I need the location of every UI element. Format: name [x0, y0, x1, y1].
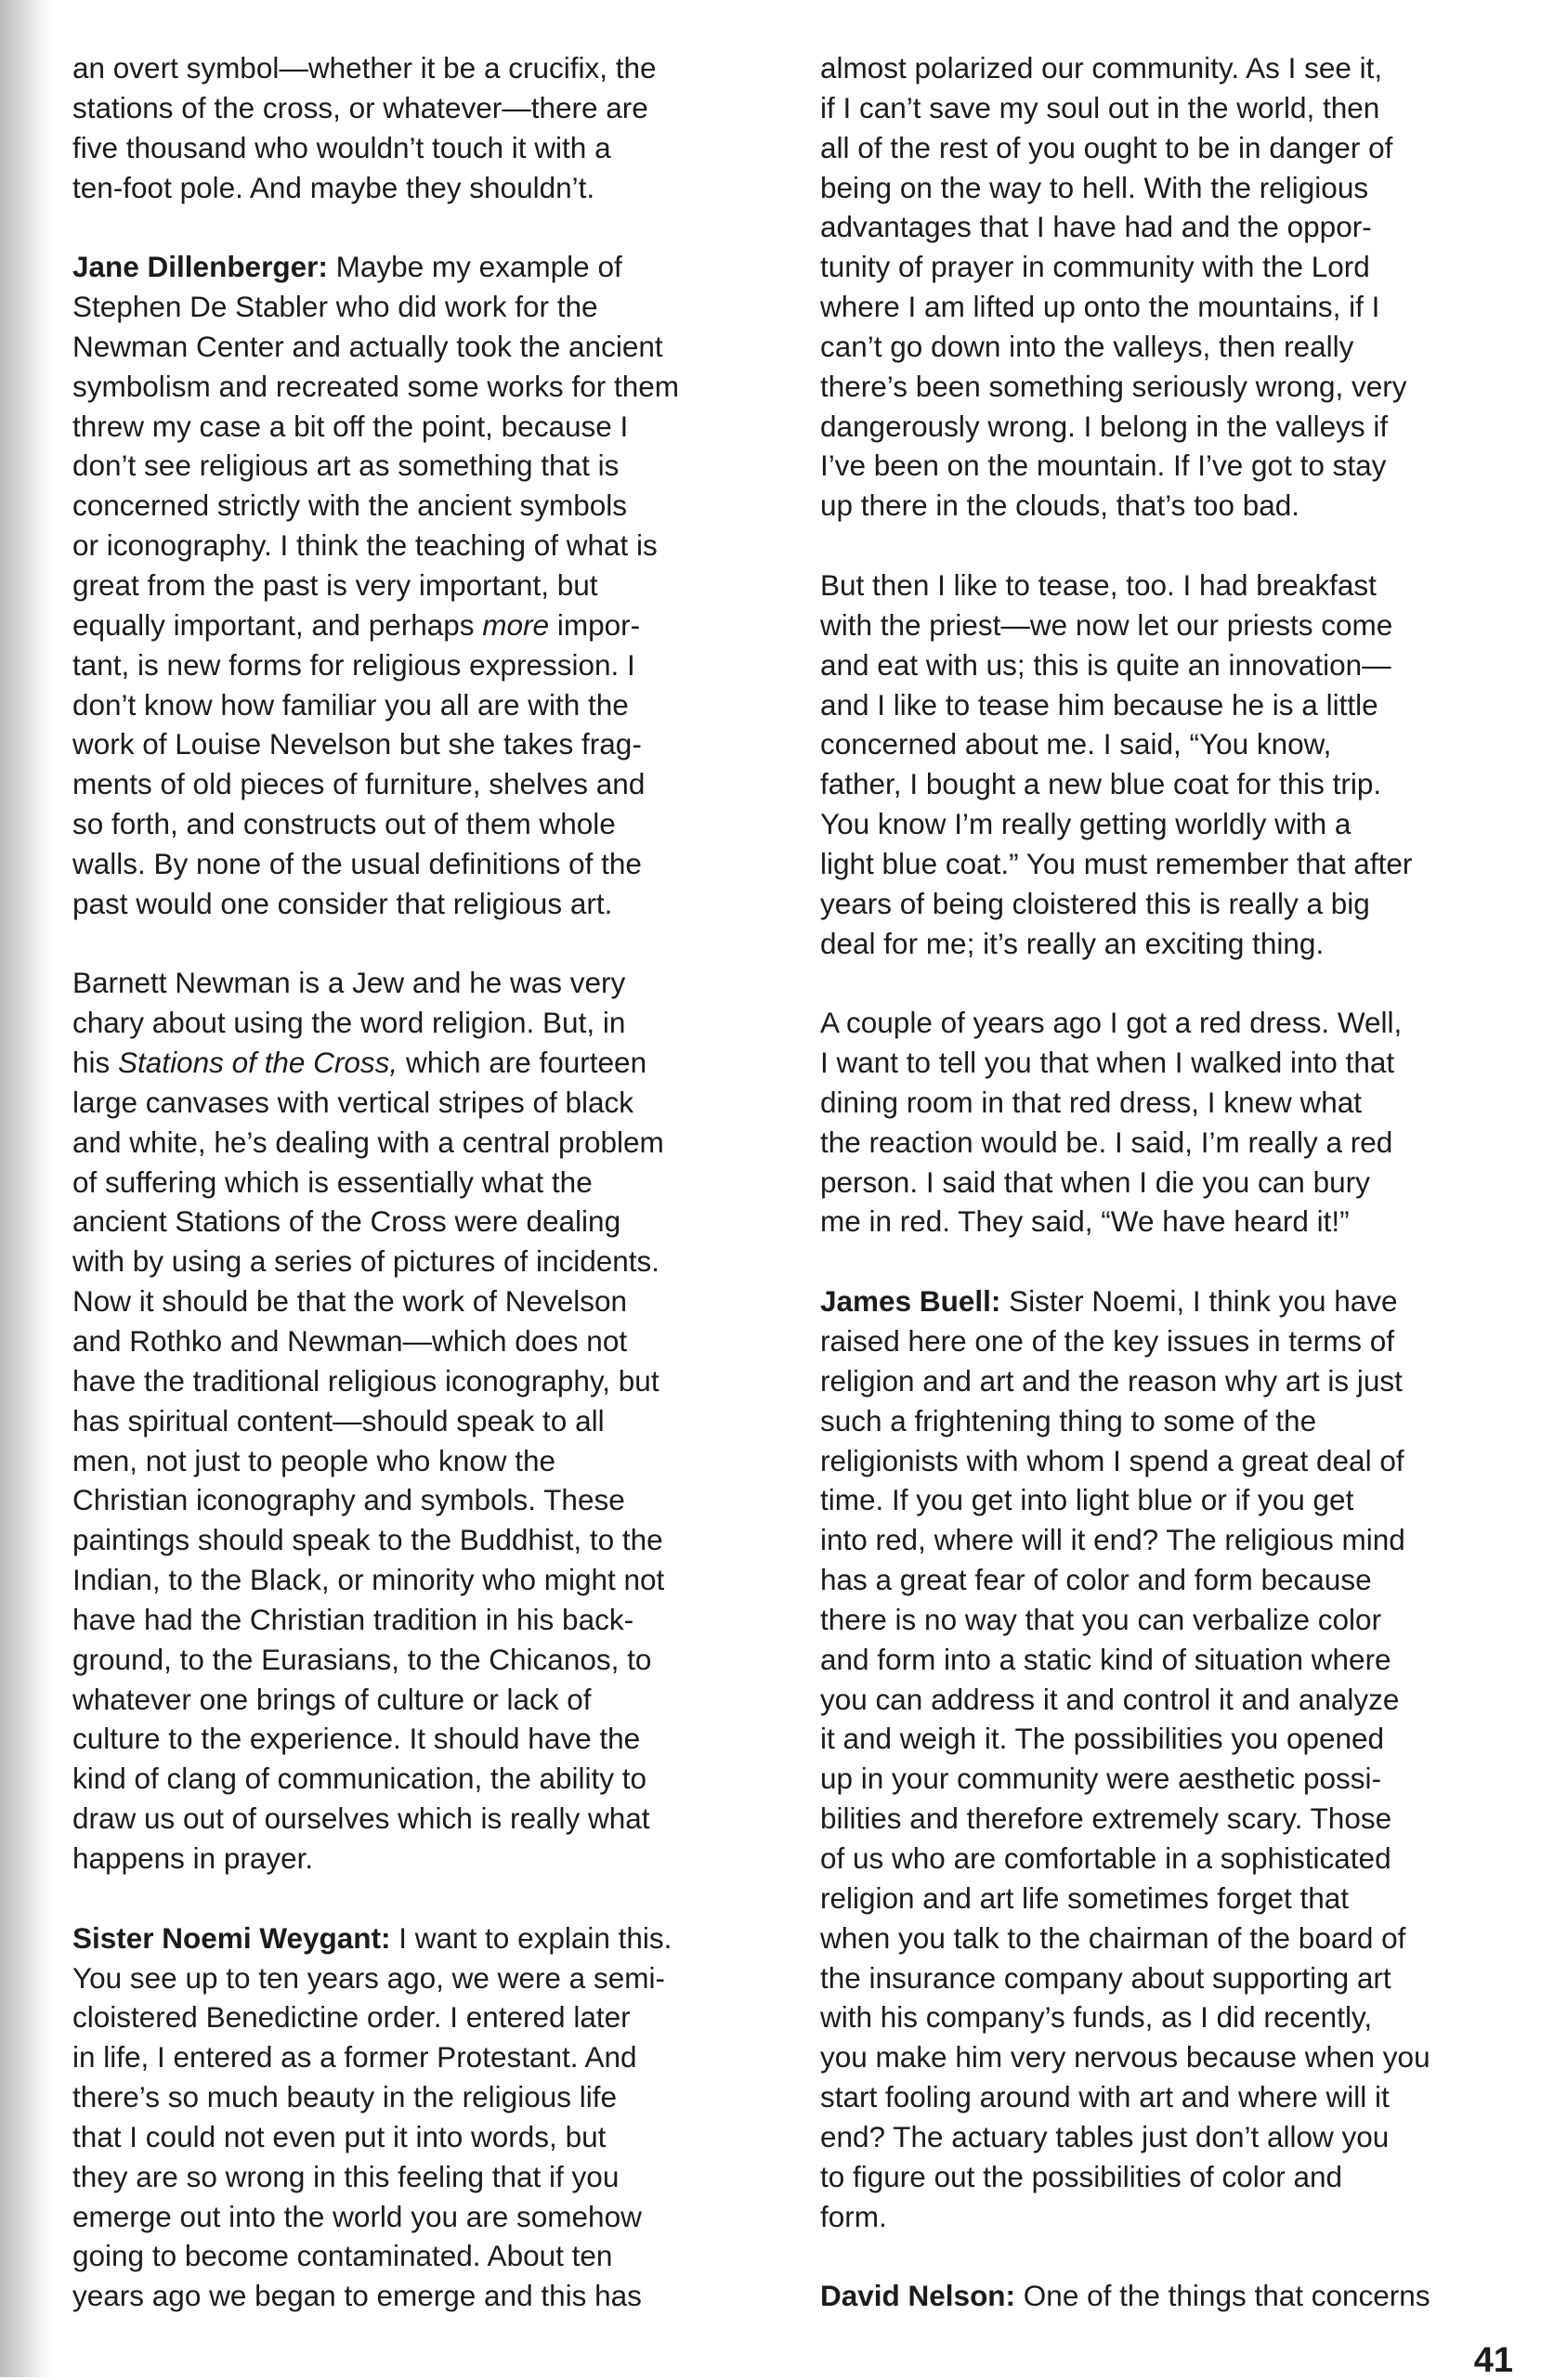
text-line: concerned strictly with the ancient symbols — [72, 488, 628, 523]
text-fragment: which are fourteen — [398, 1046, 647, 1080]
text-line: of us who are comfortable in a sophisticated — [820, 1840, 1391, 1875]
text-line: and white, he’s dealing with a central problem — [72, 1125, 664, 1159]
page-number: 41 — [1473, 2341, 1513, 2380]
text-line: emerge out into the world you are somehow — [72, 2199, 642, 2233]
text-line: can’t go down into the valleys, then really — [820, 329, 1354, 363]
text-line: But then I like to tease, too. I had breakfast — [820, 567, 1377, 602]
text-line: concerned about me. I said, “You know, — [820, 727, 1332, 761]
text-line: ground, to the Eurasians, to the Chicanos, to — [72, 1642, 652, 1676]
right-paragraph-4 — [820, 1281, 1531, 2236]
text-line: or iconography. I think the teaching of what is — [72, 528, 658, 563]
text-line: if I can’t save my soul out in the world, then — [820, 90, 1380, 124]
text-line: that I could not even put it into words, but — [72, 2119, 607, 2153]
text-line: has spiritual content—should speak to all — [72, 1403, 605, 1437]
text-line: don’t know how familiar you all are with the — [72, 687, 629, 722]
text-line: stations of the cross, or whatever—there are — [72, 90, 648, 124]
text-line: going to become contaminated. About ten — [72, 2239, 613, 2273]
speaker-name-james-buell: James Buell: — [820, 1284, 1001, 1319]
text-line: the reaction would be. I said, I’m really a red — [820, 1125, 1393, 1159]
text-line: when you talk to the chairman of the board of — [820, 1920, 1406, 1955]
text-line: into red, where will it end? The religious mind — [820, 1523, 1405, 1557]
text-line: bilities and therefore extremely scary. Those — [820, 1801, 1392, 1836]
text-line: father, I bought a new blue coat for this trip. — [820, 767, 1382, 801]
left-paragraph-1 — [72, 48, 806, 207]
text-line: You see up to ten years ago, we were a semi- — [72, 1960, 665, 1995]
text-line — [72, 247, 806, 287]
text-fragment: equally important, and perhaps — [72, 607, 475, 642]
speaker-name-david-nelson: David Nelson: — [820, 2279, 1016, 2313]
text-line: deal for me; it’s really an exciting thing. — [820, 926, 1325, 960]
text-line: have the traditional religious iconography, but — [72, 1363, 659, 1398]
text-line: threw my case a bit off the point, because I — [72, 409, 629, 443]
text-line: and form into a static kind of situation where — [820, 1642, 1391, 1676]
text-line: religion and art life sometimes forget that — [820, 1880, 1350, 1915]
text-line: tant, is new forms for religious expression. I — [72, 647, 635, 682]
text-line: have had the Christian tradition in his back- — [72, 1602, 634, 1636]
text-line: culture to the experience. It should have the — [72, 1722, 641, 1756]
text-line: form. — [820, 2199, 887, 2233]
text-line: there’s so much beauty in the religious life — [72, 2080, 617, 2114]
text-line: light blue coat.” You must remember that after — [820, 846, 1413, 880]
text-fragment: Maybe my example of — [327, 250, 622, 284]
right-paragraph-2 — [820, 566, 1531, 963]
text-line: Now it should be that the work of Nevelson — [72, 1284, 628, 1319]
text-line: they are so wrong in this feeling that if you — [72, 2159, 620, 2193]
text-line: it and weigh it. The possibilities you opened — [820, 1722, 1385, 1756]
left-paragraph-2 — [72, 247, 806, 923]
text-line: in life, I entered as a former Protestant. And — [72, 2040, 637, 2074]
text-line — [72, 1043, 806, 1083]
text-line: Newman Center and actually took the ancient — [72, 329, 663, 363]
text-line: up there in the clouds, that’s too bad. — [820, 488, 1300, 523]
text-line: don’t see religious art as something that is — [72, 449, 620, 483]
text-line: so forth, and constructs out of them whole — [72, 807, 616, 841]
text-fragment: I want to explain this. — [390, 1920, 673, 1955]
text-line: with his company’s funds, as I did recently, — [820, 2000, 1373, 2035]
text-line: ments of old pieces of furniture, shelves and — [72, 767, 646, 801]
text-line: the insurance company about supporting art — [820, 1960, 1391, 1995]
text-line: time. If you get into light blue or if you get — [820, 1483, 1354, 1517]
text-line: with the priest—we now let our priests come — [820, 607, 1393, 642]
text-line: Indian, to the Black, or minority who might not — [72, 1563, 665, 1597]
text-line: work of Louise Nevelson but she takes frag- — [72, 727, 642, 761]
text-line: whatever one brings of culture or lack of — [72, 1682, 592, 1716]
text-line: ten-foot pole. And maybe they shouldn’t. — [72, 170, 595, 204]
text-line: an overt symbol—whether it be a crucifix, the — [72, 51, 657, 85]
text-line: happens in prayer. — [72, 1840, 314, 1875]
text-line: five thousand who wouldn’t touch it with a — [72, 130, 611, 164]
scanned-page-edge-shadow — [0, 0, 54, 2377]
text-fragment: Sister Noemi, I think you have — [1000, 1284, 1398, 1319]
text-line: you can address it and control it and analyze — [820, 1682, 1400, 1716]
text-line: dangerously wrong. I belong in the valleys if — [820, 409, 1389, 443]
text-line: Stephen De Stabler who did work for the — [72, 290, 598, 324]
emphasis-more: more — [482, 607, 550, 642]
text-line: and Rothko and Newman—which does not — [72, 1324, 628, 1358]
text-line: to figure out the possibilities of color and — [820, 2159, 1343, 2193]
text-line: religion and art and the reason why art is just — [820, 1363, 1403, 1398]
text-line — [820, 2276, 1531, 2316]
text-line: chary about using the word religion. But, in — [72, 1006, 626, 1040]
text-line: there is no way that you can verbalize color — [820, 1602, 1382, 1636]
text-line: being on the way to hell. With the religious — [820, 170, 1369, 204]
text-line — [820, 1281, 1531, 1321]
left-column — [72, 48, 806, 2356]
right-column — [820, 48, 1531, 2356]
text-line: men, not just to people who know the — [72, 1443, 556, 1477]
right-paragraph-3 — [820, 1003, 1531, 1242]
text-line: kind of clang of communication, the ability to — [72, 1762, 647, 1796]
text-line: symbolism and recreated some works for them — [72, 369, 679, 403]
left-paragraph-4 — [72, 1918, 806, 2316]
text-fragment: impor- — [549, 607, 641, 642]
text-line: past would one consider that religious art. — [72, 886, 613, 920]
speaker-name-jane-dillenberger: Jane Dillenberger: — [72, 250, 328, 284]
text-line: me in red. They said, “We have heard it!” — [820, 1204, 1350, 1239]
text-line: I want to tell you that when I walked into that — [820, 1046, 1395, 1080]
text-line: Christian iconography and symbols. These — [72, 1483, 625, 1517]
text-line: there’s been something seriously wrong, very — [820, 369, 1407, 403]
text-line: great from the past is very important, but — [72, 567, 598, 602]
text-line — [72, 1918, 806, 1958]
speaker-name-sister-noemi-weygant: Sister Noemi Weygant: — [72, 1920, 391, 1955]
text-line: I’ve been on the mountain. If I’ve got to stay — [820, 449, 1387, 483]
text-line: A couple of years ago I got a red dress. Well, — [820, 1006, 1403, 1040]
text-fragment: his — [72, 1046, 119, 1080]
text-line: walls. By none of the usual definitions of the — [72, 846, 642, 880]
text-line: up in your community were aesthetic possi- — [820, 1762, 1382, 1796]
text-line: You know I’m really getting worldly with a — [820, 807, 1352, 841]
text-line: person. I said that when I die you can bury — [820, 1164, 1370, 1199]
text-line: cloistered Benedictine order. I entered later — [72, 2000, 631, 2035]
text-fragment: One of the things that concerns — [1015, 2279, 1430, 2313]
text-line: almost polarized our community. As I see it, — [820, 51, 1383, 85]
text-line: you make him very nervous because when you — [820, 2040, 1430, 2074]
artwork-title-stations-of-the-cross: Stations of the Cross, — [118, 1046, 398, 1080]
text-line: of suffering which is essentially what the — [72, 1164, 593, 1199]
text-line: end? The actuary tables just don’t allow you — [820, 2119, 1390, 2153]
text-line: and eat with us; this is quite an innovation— — [820, 647, 1391, 682]
text-line: years ago we began to emerge and this has — [72, 2279, 642, 2313]
text-line: raised here one of the key issues in terms of — [820, 1324, 1395, 1358]
text-line: all of the rest of you ought to be in danger of — [820, 130, 1393, 164]
text-line: draw us out of ourselves which is really what — [72, 1801, 650, 1836]
text-line: large canvases with vertical stripes of black — [72, 1085, 634, 1119]
text-line: dining room in that red dress, I knew what — [820, 1085, 1363, 1119]
text-line: where I am lifted up onto the mountains, if I — [820, 290, 1380, 324]
right-paragraph-5 — [820, 2276, 1531, 2316]
text-line: has a great fear of color and form because — [820, 1563, 1372, 1597]
text-line: advantages that I have had and the oppor- — [820, 210, 1372, 244]
text-line: ancient Stations of the Cross were dealing — [72, 1204, 621, 1239]
text-line: such a frightening thing to some of the — [820, 1403, 1317, 1437]
text-line: religionists with whom I spend a great deal of — [820, 1443, 1404, 1477]
text-line: with by using a series of pictures of incidents. — [72, 1244, 660, 1279]
text-line: and I like to tease him because he is a little — [820, 687, 1378, 722]
text-line: paintings should speak to the Buddhist, to the — [72, 1523, 663, 1557]
text-line: tunity of prayer in community with the Lord — [820, 250, 1370, 284]
text-line — [72, 605, 806, 645]
left-paragraph-3 — [72, 963, 806, 1878]
text-line: years of being cloistered this is really a big — [820, 886, 1370, 920]
text-line: start fooling around with art and where will it — [820, 2080, 1390, 2114]
right-paragraph-1 — [820, 48, 1531, 526]
text-line: Barnett Newman is a Jew and he was very — [72, 966, 626, 1000]
